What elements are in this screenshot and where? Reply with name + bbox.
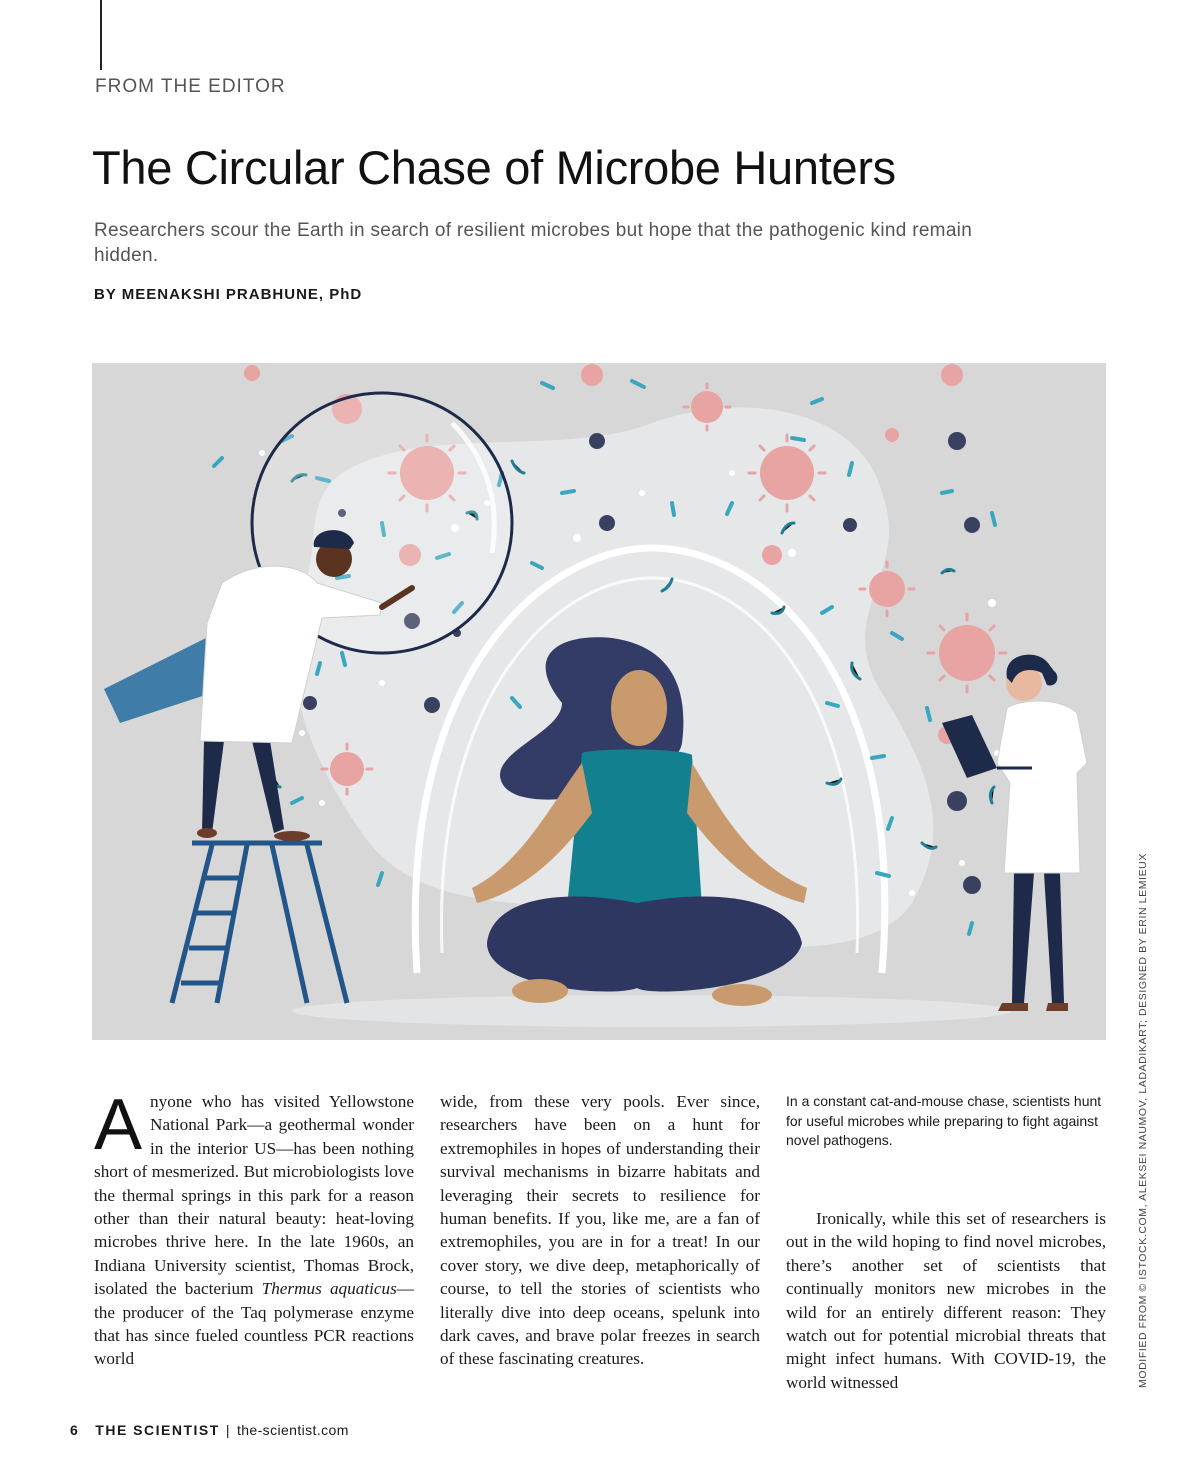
hero-illustration	[92, 363, 1106, 1040]
floor-shadow	[292, 995, 1012, 1027]
body-col1-tail: —the producer of the Taq polymerase enzyme that has since fueled countless PCR reactions world	[94, 1279, 414, 1369]
section-label: FROM THE EDITOR	[95, 76, 286, 97]
article-deck: Researchers scour the Earth in search of resilient microbes but hope that the pathogenic kind remain hidden.	[94, 220, 973, 266]
image-credit: MODIFIED FROM © ISTOCK.COM, ALEKSEI NAUMOV, LADADIKART; DESIGNED BY ERIN LEMIEUX	[1137, 853, 1149, 1388]
page-footer	[70, 1422, 349, 1438]
publication-url: the-scientist.com	[236, 1422, 349, 1438]
publication-name: THE SCIENTIST	[95, 1422, 220, 1438]
top-rule	[100, 0, 102, 70]
body-col1-italic: Thermus aquaticus	[261, 1279, 397, 1299]
body-column-1	[94, 1085, 414, 1371]
byline: BY MEENAKSHI PRABHUNE, PhD	[94, 286, 363, 303]
body-column-2: wide, from these very pools. Ever since, researchers have been on a hunt for extremophiles in hopes of understanding their survival mechanisms in bizarre habitats and leveraging their secrets to resilience for human benefits. If you, like me, are a fan of extremophiles, you are in for a treat! In our cover story, we dive deep, metaphorically of course, to tell the stories of scientists who literally dive into deep oceans, spelunk into dark caves, and brave polar freezes in search of these fascinating creatures.	[440, 1092, 760, 1369]
article-title: The Circular Chase of Microbe Hunters	[92, 141, 896, 194]
body-column-3	[786, 1207, 1106, 1394]
body-col3-text: Ironically, while this set of researchers is out in the wild hoping to find novel microbes, there’s another set of scientists that continually monitors new microbes in the wild for an entirely different reason: They watch out for potential microbial threats that might infect humans. With COVID-19, the world witnessed	[786, 1209, 1106, 1392]
page-number: 6	[70, 1422, 80, 1438]
stepladder	[172, 843, 347, 1003]
image-caption: In a constant cat-and-mouse chase, scientists hunt for useful microbes while preparing to fight against novel pathogens.	[786, 1093, 1102, 1148]
body-col1-lead: nyone who has visited Yellowstone National Park—a geothermal wonder in the interior US—has been nothing short of mesmerized. But microbiologists love the thermal springs in this park for a reason other than their natural beauty: heat-loving microbes thrive here. In the late 1960s, an Indiana University scientist, Thomas Brock, isolated the bacterium	[94, 1092, 414, 1299]
drop-cap: A	[94, 1085, 143, 1165]
scientist-with-tablet	[942, 655, 1087, 1011]
meditation-bubble-illustration	[92, 363, 1106, 1040]
footer-separator: |	[225, 1422, 231, 1438]
